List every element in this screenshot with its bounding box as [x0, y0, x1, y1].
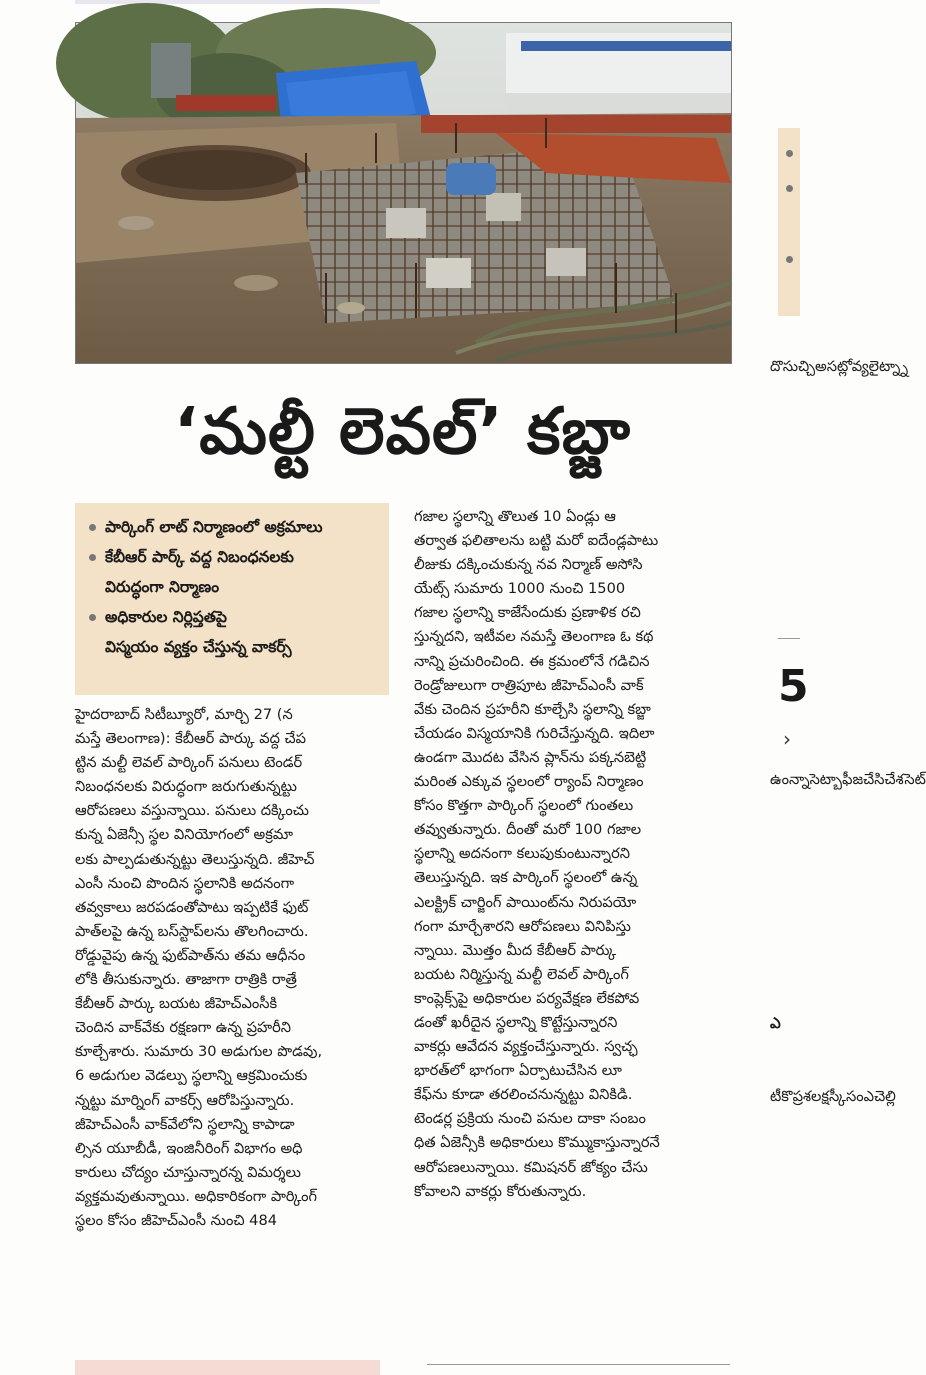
text-line: భారత్‌లో భాగంగా ఏర్పాటుచేసిన లూ	[414, 1062, 622, 1080]
chevron-right-icon: ›	[783, 727, 791, 751]
text-line: హైదరాబాద్‌ సిటీబ్యూరో, మార్చి 27 (న	[75, 706, 293, 723]
text-line: చేయడం విస్మయానికి గురిచేస్తున్నది. ఇదిలా	[414, 724, 655, 742]
body-column-2	[414, 505, 730, 1204]
text-line: కున్న ఏజెన్సీ స్థల వినియోగంలో అక్రమా	[75, 826, 293, 844]
text-line: స్తున్నదని, ఇటీవల నమస్తే తెలంగాణ ఓ కథ	[414, 628, 654, 646]
text-line: 6 అడుగుల వెడల్పు స్థలాన్ని ఆక్రమించుకు	[75, 1067, 308, 1085]
text-line: ప్రశ	[792, 1088, 811, 1105]
text-line: అ	[815, 358, 827, 375]
text-line: మరింత ఎక్కువ స్థలంలో ర్యాంప్‌ నిర్మాణం	[414, 773, 644, 791]
bullet-icon	[786, 185, 793, 192]
text-line: జీహెచ్‌ఎంసీ వాక్‌వేలోని స్థలాన్ని కాపాడా	[75, 1115, 295, 1133]
bullet-icon	[786, 150, 793, 157]
text-line: లైట్	[868, 358, 909, 375]
text-line: ఫీజ	[842, 771, 864, 788]
text-line: తర్వాత ఫలితాలను బట్టి మరో ఐదేండ్లపాటు	[414, 532, 659, 550]
text-line: ల్సిన యూబీడీ, ఇంజినీరింగ్‌ విభాగం అధి	[75, 1139, 303, 1157]
side-subhead: ఎ	[770, 1014, 781, 1032]
text-line: ధిత ఏజెన్సీకి అధికారులు కొమ్ముకాస్తున్నారనే	[414, 1134, 660, 1152]
text-line: కోసం కొత్తగా పార్కింగ్‌ స్థలంలో గుంతలు	[414, 797, 634, 815]
text-line: ఆరోపణలు వస్తున్నాయి. పనులు దక్కించు	[75, 802, 309, 820]
highlights-box	[75, 503, 389, 695]
bullet-icon	[89, 614, 96, 621]
text-line: వ్యక్తమవుతున్నాయి. అధికారికంగా పార్కింగ్‌	[75, 1187, 317, 1205]
text-line: ఉండగా మొదట వేసిన ప్లాన్‌ను పక్కనబెట్టి	[414, 748, 647, 766]
text-line: మస్తే తెలంగాణ): కేబీఆర్‌ పార్కు వద్ద చేప	[75, 730, 306, 748]
highlight-2: కేబీఆర్‌ పార్క్‌ వద్ద నిబంధనలకు	[89, 542, 379, 572]
text-line: తవ్వకాలు జరపడంతోపాటు ఇప్పటికే ఫుట్‌	[75, 898, 309, 916]
text-line: సు	[782, 358, 798, 375]
text-line: ఉం	[770, 771, 790, 788]
text-line: స్థలం కోసం జీహెచ్‌ఎంసీ నుంచి 484	[75, 1211, 278, 1229]
text-line: స్థలాన్ని అదనంగా కలుపుకుంటున్నారని	[414, 845, 630, 863]
text-line: స	[826, 358, 837, 375]
text-line: కూల్చేశారు. సుమారు 30 అడుగుల పొడవు,	[75, 1043, 323, 1061]
highlight-1: పార్కింగ్‌ లాట్‌ నిర్మాణంలో అక్రమాలు	[89, 512, 379, 542]
text-line: యేట్స్‌ సుమారు 1000 నుంచి 1500	[414, 580, 626, 598]
side-text-top	[770, 355, 908, 379]
text-line: వ్య	[851, 358, 869, 375]
text-line: ట్టిన మల్టీ లెవల్‌ పార్కింగ్‌ పనులు టెండర్‌	[75, 754, 303, 772]
headline: ‘మల్టీ లెవల్’ కబ్జా	[173, 395, 632, 469]
text-line: లీజుకు దక్కించుకున్న నవ నిర్మాణ్‌ అసోసి	[414, 556, 643, 574]
previous-article-strip	[75, 0, 380, 4]
text-line: ఎంసీ నుంచి పొందిన స్థలానికి అదనంగా	[75, 874, 295, 892]
text-line: ఎ	[863, 1088, 875, 1105]
text-line: లక్ష	[810, 1088, 829, 1105]
text-line: రెండ్రోజులుగా రాత్రిపూట జీహెచ్‌ఎంసీ వాక్‌	[414, 676, 644, 694]
text-line: సెట్	[904, 771, 926, 788]
text-line: టీ	[770, 1088, 782, 1105]
text-line: చెందిన వాక్‌వేకు రక్షణగా ఉన్న ప్రహరీని	[75, 1019, 291, 1037]
text-line: లోకి తీసుకున్నారు. తాజాగా రాత్రికి రాత్రే	[75, 971, 297, 989]
text-line: చెల్లి	[874, 1088, 896, 1105]
column-rule	[427, 1364, 730, 1365]
text-line: తవ్వుతున్నారు. దీంతో మరో 100 గజాల	[414, 821, 642, 839]
highlight-3-cont: విస్మయం వ్యక్తం చేస్తున్న వాకర్స్‌	[105, 638, 292, 656]
text-line: టెండర్ల ప్రక్రియ నుంచి పనుల దాకా సంబం	[414, 1110, 646, 1128]
highlight-3: అధికారుల నిర్లిప్తతపై	[89, 602, 379, 632]
text-line: కేఫ్‌ను కూడా తరలించనున్నట్టు వినికిడి.	[414, 1086, 633, 1104]
side-text-mid	[770, 768, 926, 792]
text-line: నిబంధనలకు విరుద్ధంగా జరుగుతున్నట్టు	[75, 778, 297, 796]
text-line: రోడ్డువైపు ఉన్న ఫుట్‌పాత్‌ను తమ ఆధీనం	[75, 946, 306, 964]
text-line: ట్లో	[836, 358, 852, 375]
text-line: లకు పాల్పడుతున్నట్టు తెలుస్తున్నది. జీహెచ్‌	[75, 850, 315, 868]
bullet-icon	[786, 256, 793, 263]
text-line: దొ	[770, 358, 783, 375]
text-line: కొ	[781, 1088, 793, 1105]
text-line: నాన్ని ప్రచురించింది. ఈ క్రమంలోనే గడిచిన	[414, 652, 650, 670]
text-line: స్కీ	[828, 1088, 847, 1105]
text-line: బయట నిర్మిస్తున్న మల్టీ లెవల్‌ పార్కింగ్‌	[414, 965, 629, 983]
text-line: చ్చి	[798, 358, 816, 375]
bullet-icon	[89, 524, 96, 531]
text-line: కాంప్లెక్స్‌పై అధికారుల పర్యవేక్షణ లేకపోవ	[414, 989, 640, 1007]
text-line: వాకర్లు ఆవేదన వ్యక్తంచేస్తున్నారు. స్వచ్ఛ	[414, 1038, 638, 1056]
text-line: పాత్‌లపై ఉన్న బస్‌స్టాప్‌లను తొలగించారు.	[75, 922, 309, 940]
text-line: న్నాయి. మొత్తం మీద కేబీఆర్‌ పార్కు	[414, 941, 617, 959]
text-line: ఆరోపణలున్నాయి. కమిషనర్‌ జోక్యం చేసు	[414, 1158, 648, 1176]
next-article-strip	[75, 1360, 380, 1375]
text-line: సం	[846, 1088, 864, 1105]
text-line: గజాల స్థలాన్ని తొలుత 10 ఏండ్లు ఆ	[414, 508, 616, 525]
text-line: వేకు చెందిన ప్రహరీని కూల్చేసి స్థలాన్ని కబ్జా	[414, 700, 651, 718]
text-line: గజాల స్థలాన్ని కాజేసేందుకు ప్రణాళిక రచి	[414, 604, 641, 622]
text-line: ఎలక్ట్రిక్‌ చార్జింగ్‌ పాయింట్‌ను నిరుపయో	[414, 893, 637, 911]
body-column-1	[75, 703, 391, 1233]
highlight-2-cont: విరుద్ధంగా నిర్మాణం	[105, 578, 220, 596]
text-line: చేశ	[884, 771, 905, 788]
text-line: చేసి	[863, 771, 885, 788]
text-line: గంగా మార్చేశారని ఆరోపణలు వినిపిస్తు	[414, 917, 631, 935]
text-line: సెట్	[809, 771, 843, 788]
text-line: న్నట్టు మార్నింగ్‌ వాకర్స్‌ ఆరోపిస్తున్నారు.	[75, 1091, 295, 1109]
text-line: డంతో ఖరీదైన స్థలాన్ని కొట్టేస్తున్నారని	[414, 1013, 618, 1031]
text-line: కేబీఆర్‌ పార్కు బయట జీహెచ్‌ఎంసీకి	[75, 995, 278, 1013]
text-line: కారులు చోద్యం చూస్తున్నారన్న విమర్శలు	[75, 1163, 301, 1181]
side-big-number: 5	[778, 661, 809, 712]
text-line: కోవాలని వాకర్లు కోరుతున్నారు.	[414, 1182, 587, 1200]
construction-site-photo	[75, 22, 732, 364]
side-text-bottom	[770, 1085, 896, 1109]
text-line: న్నా	[789, 771, 810, 788]
bullet-icon	[89, 554, 96, 561]
text-line: తెలుస్తున్నది. ఇక పార్కింగ్‌ స్థలంలో ఉన్న	[414, 869, 638, 887]
side-separator	[778, 638, 800, 639]
